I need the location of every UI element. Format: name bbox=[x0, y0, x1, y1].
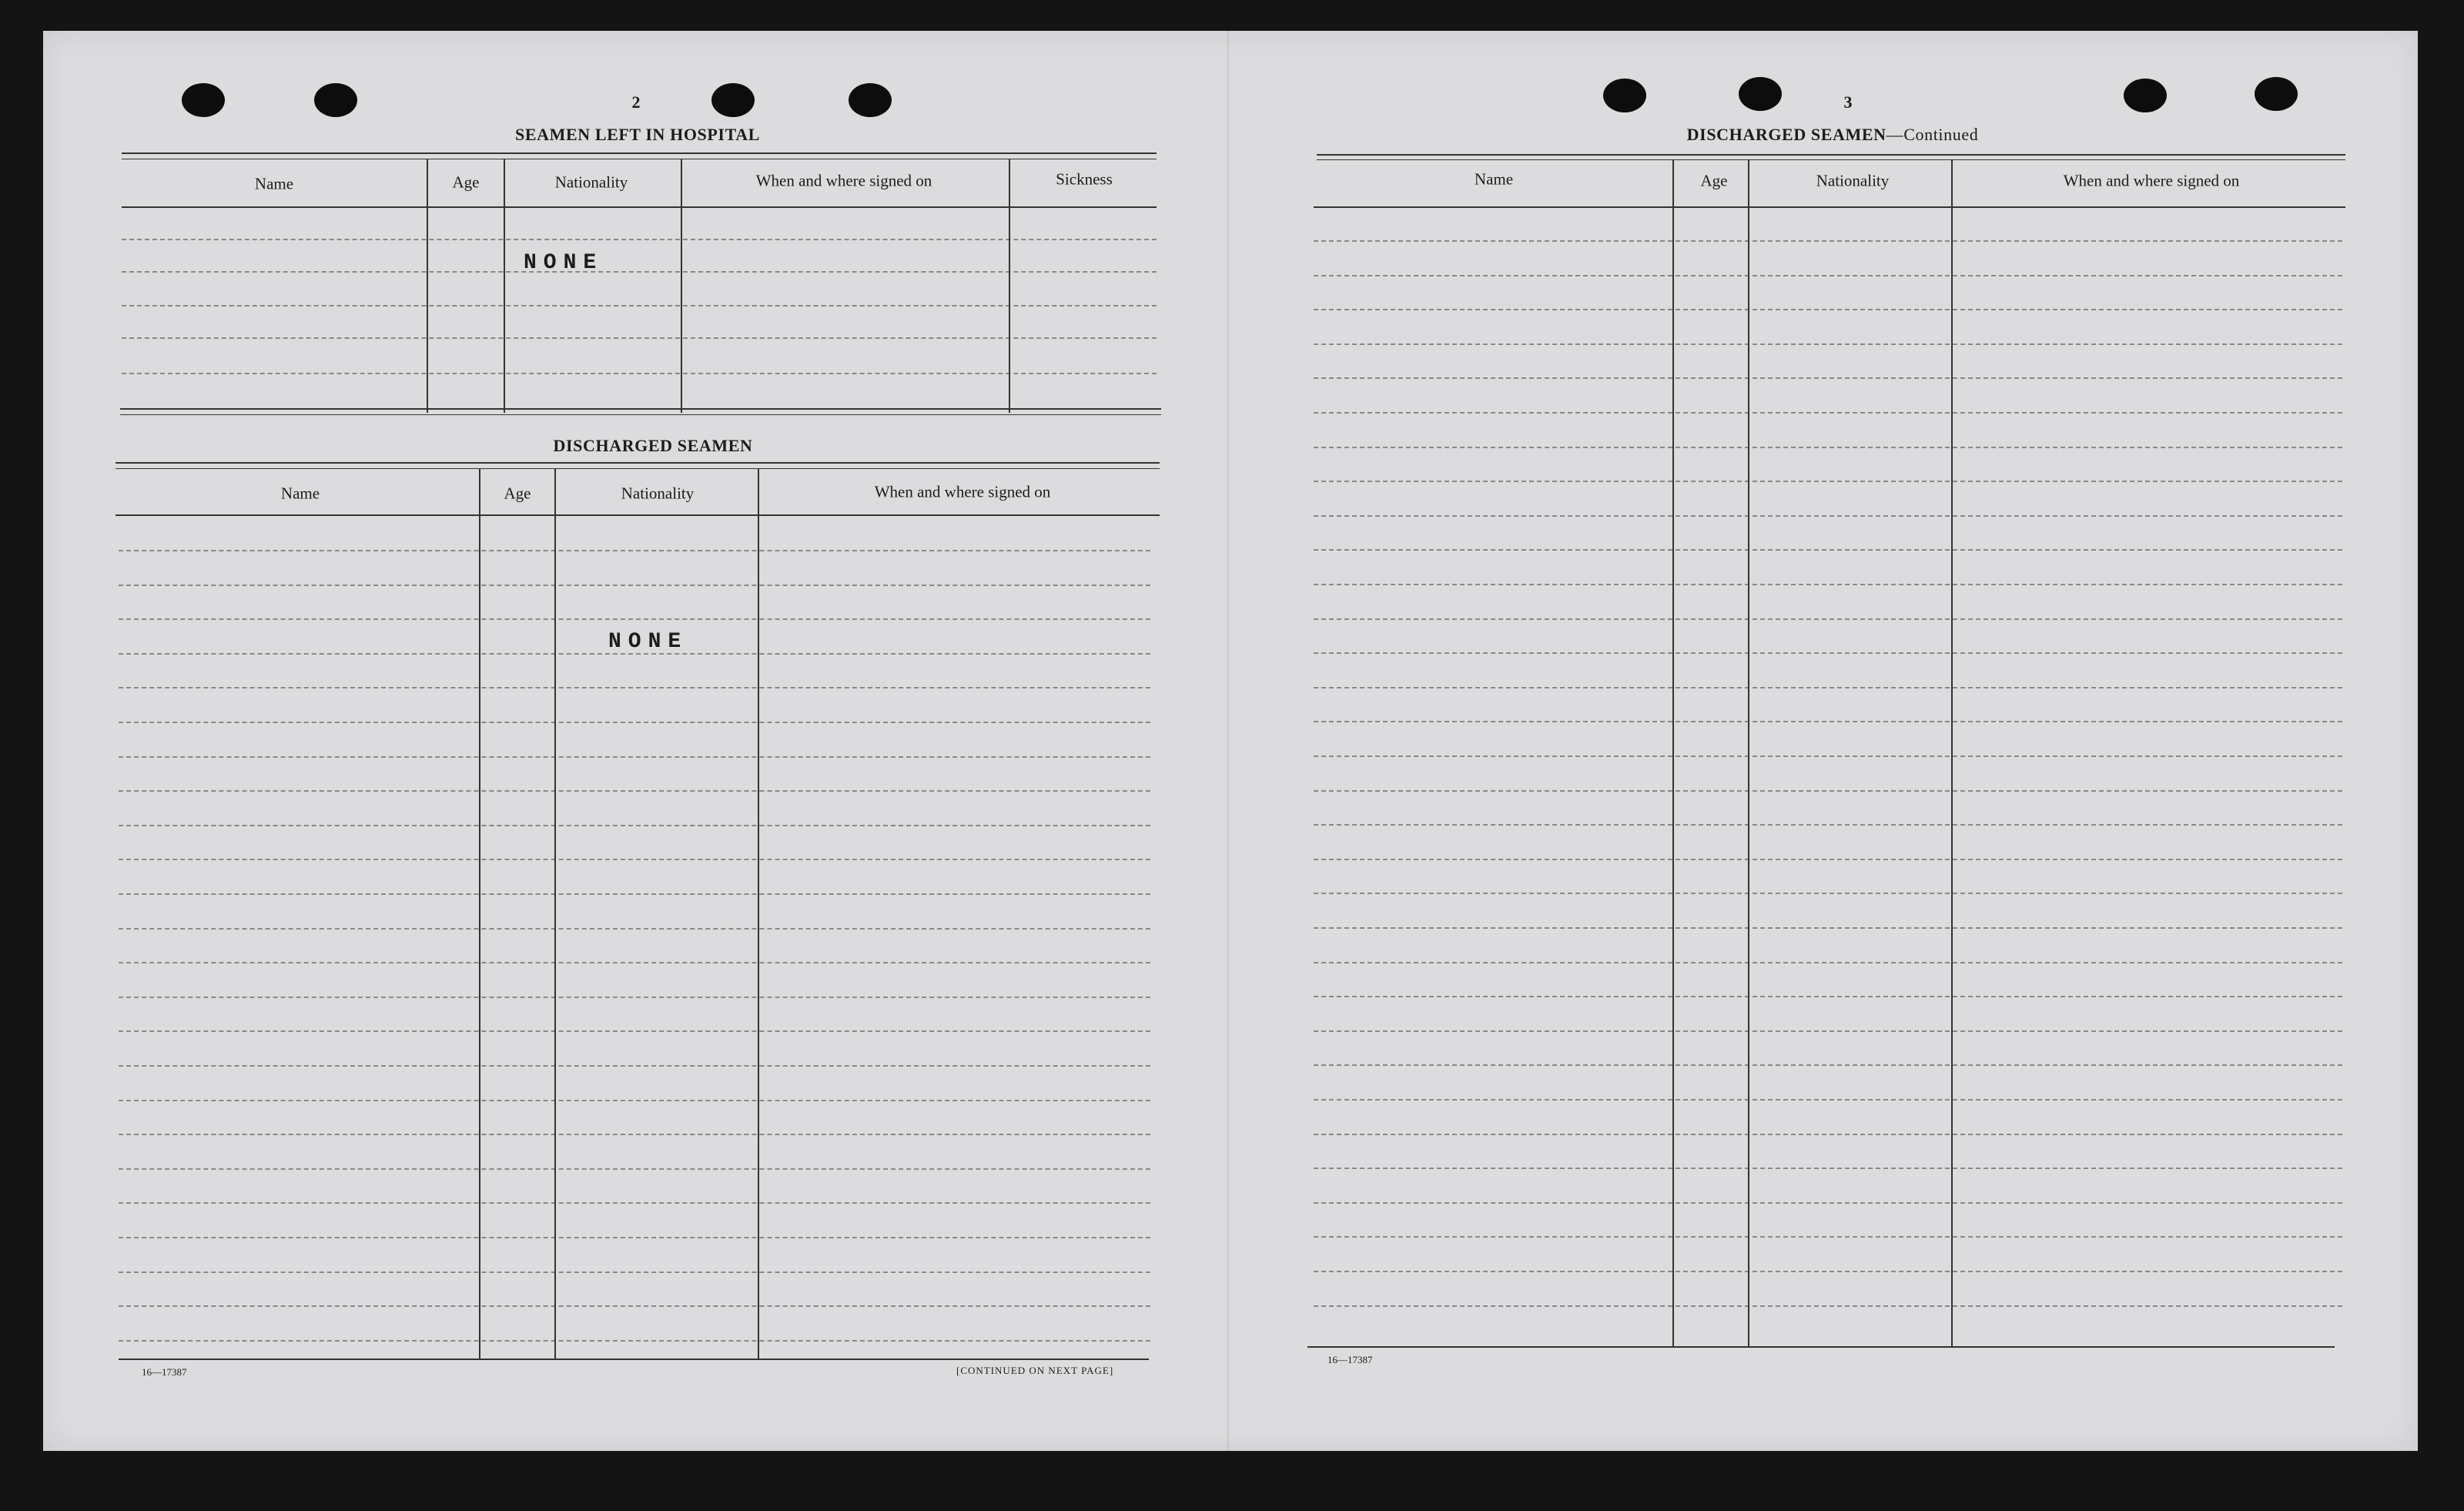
table-row-line bbox=[119, 1271, 1150, 1273]
table-row-line bbox=[1314, 584, 2342, 585]
discharged-col-name: Name bbox=[280, 484, 320, 503]
discharged-col-divider bbox=[758, 468, 759, 1360]
table-row-line bbox=[119, 790, 1150, 792]
continued-note: [CONTINUED ON NEXT PAGE] bbox=[956, 1365, 1114, 1376]
continued-col-divider bbox=[1748, 159, 1749, 1348]
table-row-line bbox=[1314, 790, 2342, 792]
table-row-line bbox=[1314, 1134, 2342, 1135]
table-row-line bbox=[1314, 721, 2342, 722]
table-row-line bbox=[119, 1202, 1150, 1204]
table-row-line bbox=[119, 1168, 1150, 1170]
punch-hole bbox=[1739, 77, 1782, 111]
discharged-col-divider bbox=[554, 468, 556, 1360]
continued-header-rule bbox=[1314, 206, 2345, 208]
punch-hole bbox=[2255, 77, 2298, 111]
table-row-line bbox=[1314, 996, 2342, 997]
table-row-line bbox=[119, 1134, 1150, 1135]
hospital-col-name: Name bbox=[254, 174, 294, 193]
table-row-line bbox=[119, 962, 1150, 963]
discharged-continued-title bbox=[1687, 125, 1979, 145]
punch-hole bbox=[182, 83, 225, 117]
form-number-left: 16—17387 bbox=[142, 1366, 187, 1378]
hospital-col-divider bbox=[1009, 159, 1010, 413]
continued-col-name: Name bbox=[1474, 169, 1514, 189]
table-row-line bbox=[1314, 1236, 2342, 1238]
table-row-line bbox=[1314, 652, 2342, 654]
table-row-line bbox=[119, 1065, 1150, 1067]
punch-hole bbox=[849, 83, 892, 117]
table-row-line bbox=[1314, 240, 2342, 242]
discharged-col-divider bbox=[479, 468, 480, 1360]
table-row-line bbox=[119, 997, 1150, 998]
discharged-section-title: DISCHARGED SEAMEN bbox=[553, 436, 753, 455]
table-row-line bbox=[1314, 893, 2342, 894]
table-row-line bbox=[119, 550, 1150, 551]
table-row-line bbox=[1314, 1271, 2342, 1272]
discharged-col-signed-on: When and where signed on bbox=[874, 482, 1051, 501]
table-row-line bbox=[119, 893, 1150, 895]
table-row-line bbox=[1314, 412, 2342, 414]
table-row-line bbox=[1314, 515, 2342, 517]
hospital-col-signed-on: When and where signed on bbox=[755, 171, 932, 190]
table-row-line bbox=[1314, 824, 2342, 826]
table-row-line bbox=[1314, 756, 2342, 757]
continued-top-rule bbox=[1317, 154, 2345, 156]
table-row-line bbox=[1314, 549, 2342, 551]
table-row-line bbox=[1314, 343, 2342, 345]
table-row-line bbox=[122, 271, 1157, 273]
hospital-bottom-rule bbox=[120, 408, 1161, 410]
table-row-line bbox=[1314, 927, 2342, 929]
discharged-continued-suffix: —Continued bbox=[1886, 125, 1979, 144]
continued-col-divider bbox=[1951, 159, 1953, 1348]
continued-top-rule bbox=[1317, 159, 2345, 160]
table-row-line bbox=[119, 722, 1150, 723]
table-row-line bbox=[1314, 859, 2342, 860]
table-row-line bbox=[119, 1237, 1150, 1238]
table-row-line bbox=[122, 239, 1157, 240]
punch-hole bbox=[314, 83, 357, 117]
table-row-line bbox=[1314, 481, 2342, 482]
continued-col-signed-on: When and where signed on bbox=[2063, 171, 2240, 190]
table-row-line bbox=[1314, 1305, 2342, 1307]
table-row-line bbox=[122, 305, 1157, 307]
discharged-top-rule bbox=[116, 468, 1160, 469]
page-fold bbox=[1227, 31, 1229, 1451]
discharged-none-stamp: NONE bbox=[608, 630, 688, 654]
hospital-none-stamp: NONE bbox=[524, 251, 604, 275]
table-row-line bbox=[119, 1305, 1150, 1307]
table-row-line bbox=[1314, 1099, 2342, 1101]
discharged-col-nationality: Nationality bbox=[621, 484, 695, 503]
table-row-line bbox=[119, 1100, 1150, 1101]
table-row-line bbox=[1314, 275, 2342, 276]
table-row-line bbox=[122, 373, 1157, 374]
form-number-right: 16—17387 bbox=[1327, 1354, 1373, 1365]
table-row-line bbox=[1314, 1168, 2342, 1169]
table-row-line bbox=[1314, 618, 2342, 620]
table-row-line bbox=[1314, 447, 2342, 448]
table-row-line bbox=[119, 756, 1150, 758]
table-row-line bbox=[1314, 962, 2342, 963]
table-row-line bbox=[1314, 309, 2342, 310]
hospital-top-rule bbox=[122, 152, 1157, 154]
hospital-header-rule bbox=[122, 206, 1157, 208]
table-row-line bbox=[119, 825, 1150, 826]
continued-bottom-rule bbox=[1307, 1346, 2335, 1348]
hospital-col-nationality: Nationality bbox=[554, 173, 628, 192]
punch-hole bbox=[711, 83, 755, 117]
page-number-right: 3 bbox=[1843, 92, 1853, 112]
table-row-line bbox=[1314, 377, 2342, 379]
hospital-col-divider bbox=[681, 159, 682, 413]
table-row-line bbox=[119, 618, 1150, 620]
hospital-col-age: Age bbox=[452, 173, 480, 192]
punch-hole bbox=[1603, 79, 1646, 112]
table-row-line bbox=[122, 337, 1157, 339]
table-row-line bbox=[119, 687, 1150, 688]
discharged-col-age: Age bbox=[504, 484, 531, 503]
hospital-col-divider bbox=[504, 159, 505, 413]
table-row-line bbox=[119, 1030, 1150, 1032]
hospital-col-divider bbox=[427, 159, 428, 413]
continued-col-nationality: Nationality bbox=[1816, 171, 1890, 190]
discharged-bottom-rule bbox=[119, 1359, 1149, 1360]
table-row-line bbox=[1314, 1030, 2342, 1032]
punch-hole bbox=[2124, 79, 2167, 112]
continued-col-divider bbox=[1672, 159, 1674, 1348]
table-row-line bbox=[1314, 687, 2342, 688]
table-row-line bbox=[119, 928, 1150, 930]
table-row-line bbox=[1314, 1202, 2342, 1204]
hospital-col-sickness: Sickness bbox=[1056, 169, 1113, 189]
table-row-line bbox=[119, 585, 1150, 586]
discharged-top-rule bbox=[116, 462, 1160, 464]
table-row-line bbox=[119, 859, 1150, 860]
page-number-left: 2 bbox=[631, 92, 641, 112]
continued-col-age: Age bbox=[1700, 171, 1728, 190]
discharged-continued-title-main: DISCHARGED SEAMEN bbox=[1686, 125, 1886, 144]
discharged-header-rule bbox=[116, 514, 1160, 516]
table-row-line bbox=[1314, 1064, 2342, 1066]
hospital-bottom-rule bbox=[120, 414, 1161, 415]
table-row-line bbox=[119, 1340, 1150, 1342]
hospital-section-title: SEAMEN LEFT IN HOSPITAL bbox=[515, 125, 760, 144]
